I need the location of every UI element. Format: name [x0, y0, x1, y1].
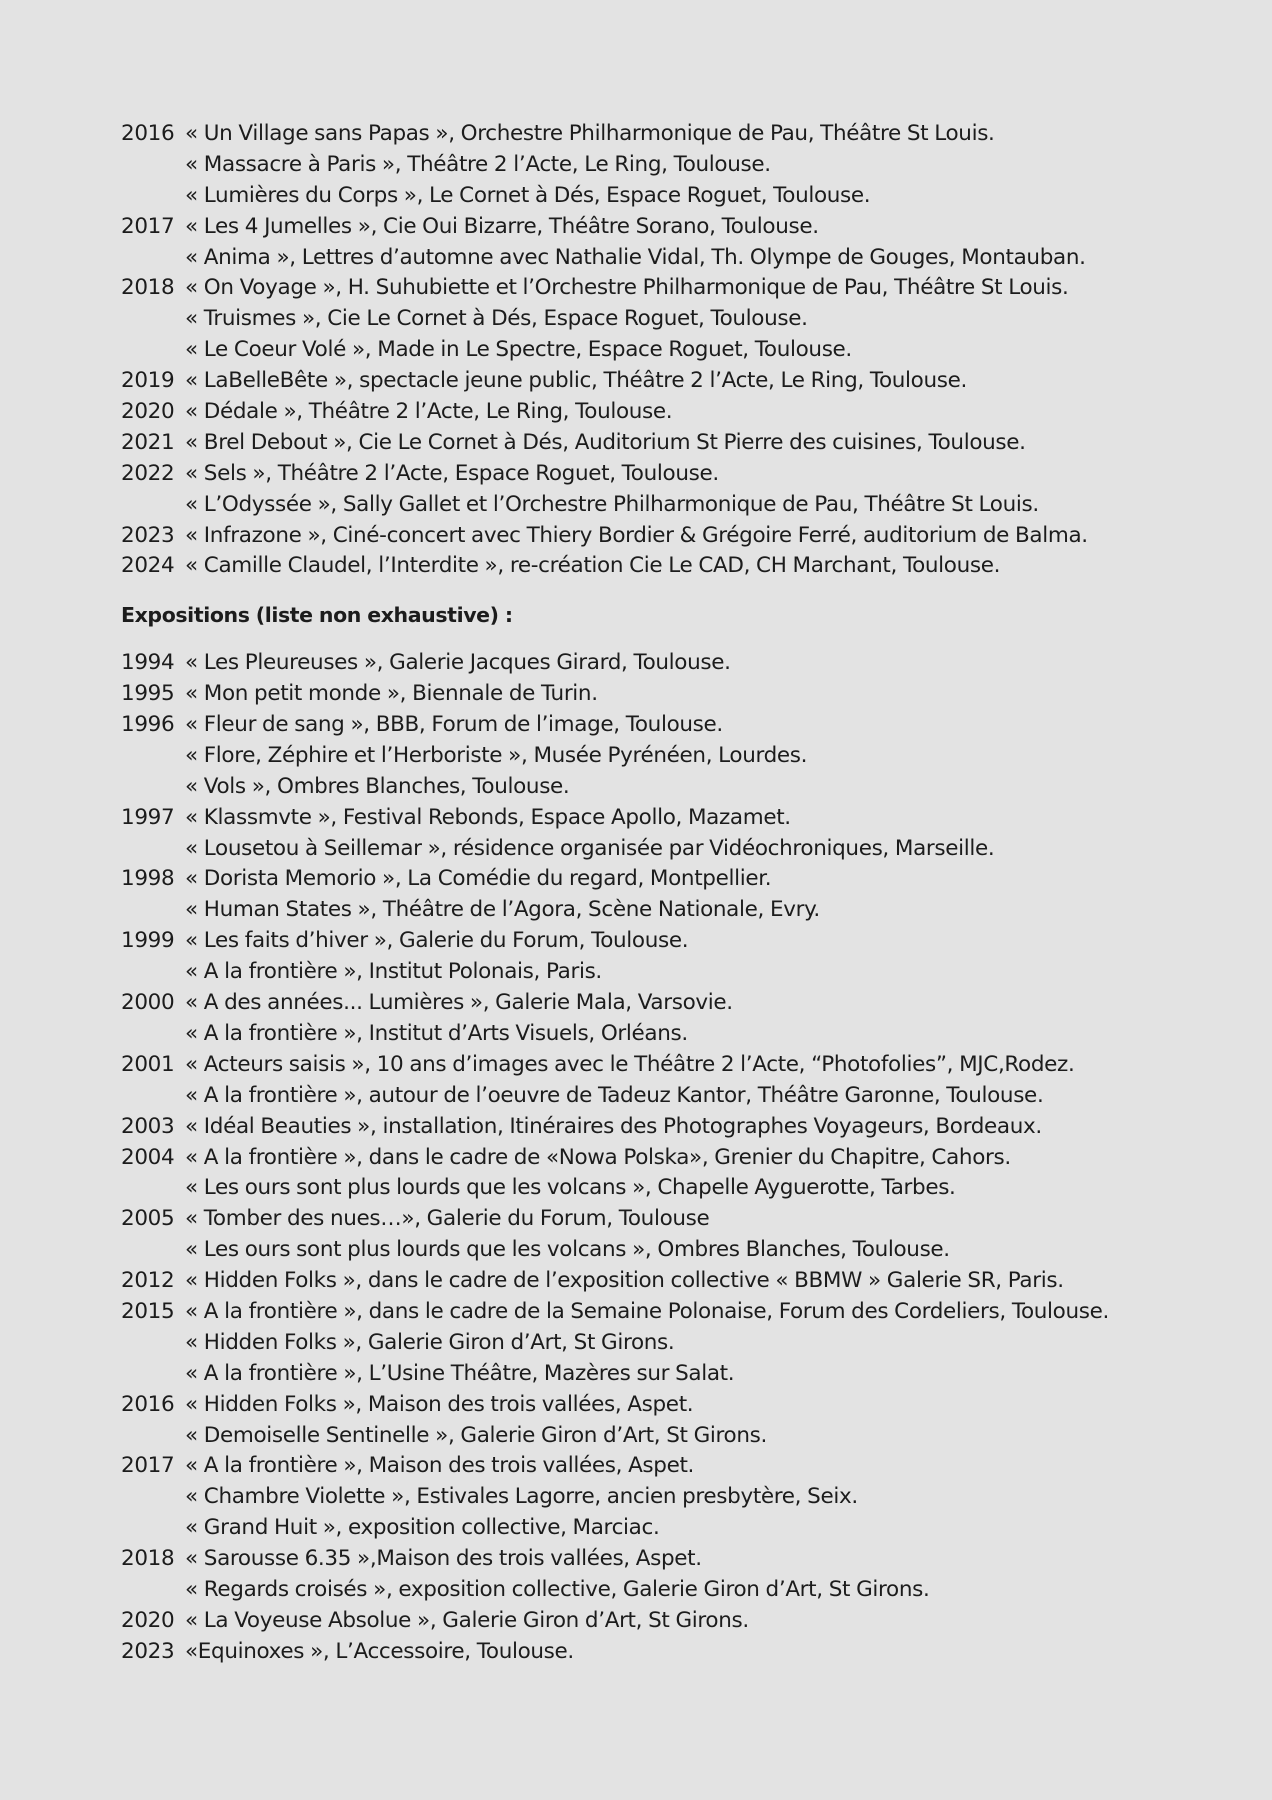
entry-year: 2018 — [121, 1546, 175, 1572]
list-item — [121, 957, 1241, 988]
entry-text: « Fleur de sang », BBB, Forum de l’image, Toulouse. — [185, 712, 723, 738]
list-item — [121, 119, 1241, 150]
entry-year: 2023 — [121, 1638, 175, 1664]
list-item — [121, 926, 1241, 957]
entry-text: « Dorista Memorio », La Comédie du regard, Montpellier. — [185, 866, 772, 892]
entry-year — [121, 181, 185, 212]
entry-year: 1999 — [121, 928, 175, 954]
entry-year — [121, 335, 185, 366]
list-item — [121, 490, 1241, 521]
entry-text: « Tomber des nues…», Galerie du Forum, Toulouse — [185, 1206, 710, 1232]
entry-text: « Les Pleureuses », Galerie Jacques Girard, Toulouse. — [185, 650, 731, 676]
list-item — [121, 803, 1241, 834]
list-item — [121, 1173, 1241, 1204]
entry-text: « Sels », Théâtre 2 l’Acte, Espace Roguet, Toulouse. — [185, 460, 719, 486]
entry-year — [121, 1421, 185, 1452]
list-item — [121, 772, 1241, 803]
entry-year — [121, 490, 185, 521]
list-item — [121, 1544, 1241, 1575]
list-item — [121, 212, 1241, 243]
entry-text: « Les ours sont plus lourds que les volcans », Chapelle Ayguerotte, Tarbes. — [185, 1175, 956, 1201]
entry-text: « A des années... Lumières », Galerie Mala, Varsovie. — [185, 990, 733, 1016]
entry-year — [121, 150, 185, 181]
entry-text: « Human States », Théâtre de l’Agora, Scène Nationale, Evry. — [185, 897, 820, 923]
list-item — [121, 864, 1241, 895]
entry-year: 2015 — [121, 1298, 175, 1324]
entry-year — [121, 895, 185, 926]
list-item — [121, 459, 1241, 490]
section-spacer — [121, 582, 1241, 600]
list-item — [121, 1637, 1241, 1668]
entry-year: 1996 — [121, 712, 175, 738]
list-item — [121, 1359, 1241, 1390]
entry-text: « Flore, Zéphire et l’Herboriste », Musée Pyrénéen, Lourdes. — [185, 742, 808, 768]
list-item — [121, 679, 1241, 710]
entry-year — [121, 243, 185, 274]
entry-year — [121, 1482, 185, 1513]
entry-text: « Idéal Beauties », installation, Itinéraires des Photographes Voyageurs, Bordeaux. — [185, 1113, 1042, 1139]
entry-year — [121, 1513, 185, 1544]
section-spacer — [121, 631, 1241, 648]
list-item — [121, 521, 1241, 552]
entry-year: 2001 — [121, 1051, 175, 1077]
entry-year: 2024 — [121, 553, 175, 579]
list-item — [121, 1235, 1241, 1266]
entry-year — [121, 741, 185, 772]
list-item — [121, 988, 1241, 1019]
entry-year — [121, 1328, 185, 1359]
entry-year: 1994 — [121, 650, 175, 676]
entry-text: « Un Village sans Papas », Orchestre Philharmonique de Pau, Théâtre St Louis. — [185, 121, 995, 146]
entry-text: « Hidden Folks », dans le cadre de l’exposition collective « BBMW » Galerie SR, Paris. — [185, 1268, 1064, 1294]
entry-year: 2018 — [121, 275, 175, 301]
cv-page — [121, 119, 1241, 1668]
list-item — [121, 428, 1241, 459]
list-item — [121, 1050, 1241, 1081]
entry-year — [121, 304, 185, 335]
entry-text: « Le Coeur Volé », Made in Le Spectre, Espace Roguet, Toulouse. — [185, 337, 852, 363]
expositions-list — [121, 648, 1241, 1667]
entry-text: « LaBelleBête », spectacle jeune public, Théâtre 2 l’Acte, Le Ring, Toulouse. — [185, 368, 967, 394]
list-item — [121, 1390, 1241, 1421]
entry-text: « Infrazone », Ciné-concert avec Thiery Bordier & Grégoire Ferré, auditorium de Balma. — [185, 522, 1088, 548]
entry-text: « Grand Huit », exposition collective, Marciac. — [185, 1515, 660, 1541]
list-item — [121, 243, 1241, 274]
entry-year — [121, 772, 185, 803]
entry-text: « Mon petit monde », Biennale de Turin. — [185, 681, 598, 707]
list-item — [121, 397, 1241, 428]
entry-text: « Massacre à Paris », Théâtre 2 l’Acte, Le Ring, Toulouse. — [185, 151, 771, 177]
entry-text: « Demoiselle Sentinelle », Galerie Giron d’Art, St Girons. — [185, 1422, 767, 1448]
list-item — [121, 1482, 1241, 1513]
entry-text: « La Voyeuse Absolue », Galerie Giron d’Art, St Girons. — [185, 1607, 749, 1633]
list-item — [121, 366, 1241, 397]
entry-text: « Les 4 Jumelles », Cie Oui Bizarre, Théâtre Sorano, Toulouse. — [185, 213, 819, 239]
list-item — [121, 1297, 1241, 1328]
entry-text: « Chambre Violette », Estivales Lagorre, ancien presbytère, Seix. — [185, 1484, 858, 1510]
list-item — [121, 304, 1241, 335]
entry-year: 2012 — [121, 1268, 175, 1294]
list-item — [121, 1204, 1241, 1235]
entry-year: 2003 — [121, 1113, 175, 1139]
entry-text: « Les faits d’hiver », Galerie du Forum, Toulouse. — [185, 928, 689, 954]
entry-text: « Anima », Lettres d’automne avec Nathalie Vidal, Th. Olympe de Gouges, Montauban. — [185, 244, 1086, 270]
list-item — [121, 1328, 1241, 1359]
entry-year: 1998 — [121, 866, 175, 892]
entry-year: 2022 — [121, 460, 175, 486]
list-item — [121, 1513, 1241, 1544]
list-item — [121, 1112, 1241, 1143]
entry-text: « Lousetou à Seillemar », résidence organisée par Vidéochroniques, Marseille. — [185, 835, 995, 861]
list-item — [121, 1143, 1241, 1174]
entry-text: « Vols », Ombres Blanches, Toulouse. — [185, 773, 570, 799]
list-item — [121, 741, 1241, 772]
entry-year — [121, 1173, 185, 1204]
entry-text: « A la frontière », autour de l’oeuvre de Tadeuz Kantor, Théâtre Garonne, Toulouse. — [185, 1082, 1044, 1108]
list-item — [121, 1451, 1241, 1482]
entry-year: 2020 — [121, 399, 175, 425]
entry-year — [121, 1019, 185, 1050]
entry-year — [121, 1359, 185, 1390]
entry-text: « Sarousse 6.35 »,Maison des trois vallées, Aspet. — [185, 1546, 702, 1572]
entry-text: « A la frontière », dans le cadre de «Nowa Polska», Grenier du Chapitre, Cahors. — [185, 1144, 1011, 1170]
entry-text: « Camille Claudel, l’Interdite », re-création Cie Le CAD, CH Marchant, Toulouse. — [185, 553, 1001, 579]
entry-year: 2000 — [121, 990, 175, 1016]
entry-text: « Acteurs saisis », 10 ans d’images avec le Théâtre 2 l’Acte, “Photofolies”, MJC,Rodez. — [185, 1051, 1075, 1077]
entry-year — [121, 834, 185, 865]
list-item — [121, 648, 1241, 679]
list-item — [121, 1606, 1241, 1637]
entry-text: « A la frontière », dans le cadre de la Semaine Polonaise, Forum des Cordeliers, Toulouse. — [185, 1298, 1109, 1324]
entry-text: « A la frontière », L’Usine Théâtre, Mazères sur Salat. — [185, 1360, 735, 1386]
entry-text: « Truismes », Cie Le Cornet à Dés, Espace Roguet, Toulouse. — [185, 306, 808, 332]
entry-text: «Equinoxes », L’Accessoire, Toulouse. — [185, 1638, 574, 1664]
entry-text: « Brel Debout », Cie Le Cornet à Dés, Auditorium St Pierre des cuisines, Toulouse. — [185, 429, 1026, 455]
list-item — [121, 1081, 1241, 1112]
list-item — [121, 273, 1241, 304]
entry-year: 2020 — [121, 1607, 175, 1633]
list-item — [121, 1019, 1241, 1050]
entry-year — [121, 1235, 185, 1266]
entry-year: 1995 — [121, 681, 175, 707]
entry-text: « On Voyage », H. Suhubiette et l’Orchestre Philharmonique de Pau, Théâtre St Louis. — [185, 275, 1069, 301]
list-item — [121, 551, 1241, 582]
entry-year: 2017 — [121, 213, 175, 239]
list-item — [121, 710, 1241, 741]
list-item — [121, 181, 1241, 212]
entry-text: « L’Odyssée », Sally Gallet et l’Orchestre Philharmonique de Pau, Théâtre St Louis. — [185, 491, 1039, 517]
list-item — [121, 1575, 1241, 1606]
entry-year: 2004 — [121, 1144, 175, 1170]
entry-text: « Klassmvte », Festival Rebonds, Espace Apollo, Mazamet. — [185, 804, 791, 830]
entry-year: 2017 — [121, 1453, 175, 1479]
entry-text: « Lumières du Corps », Le Cornet à Dés, Espace Roguet, Toulouse. — [185, 182, 871, 208]
entry-text: « Hidden Folks », Maison des trois vallées, Aspet. — [185, 1391, 694, 1417]
entry-text: « A la frontière », Maison des trois vallées, Aspet. — [185, 1453, 695, 1479]
entry-text: « A la frontière », Institut Polonais, Paris. — [185, 959, 602, 985]
entry-text: « A la frontière », Institut d’Arts Visuels, Orléans. — [185, 1020, 688, 1046]
list-item — [121, 895, 1241, 926]
entry-year — [121, 1081, 185, 1112]
entry-text: « Dédale », Théâtre 2 l’Acte, Le Ring, Toulouse. — [185, 399, 673, 425]
entry-text: « Les ours sont plus lourds que les volcans », Ombres Blanches, Toulouse. — [185, 1237, 950, 1263]
entry-text: « Regards croisés », exposition collective, Galerie Giron d’Art, St Girons. — [185, 1576, 930, 1602]
entry-year: 2021 — [121, 429, 175, 455]
entry-year: 1997 — [121, 804, 175, 830]
entry-year: 2023 — [121, 522, 175, 548]
entry-year — [121, 1575, 185, 1606]
list-item — [121, 150, 1241, 181]
list-item — [121, 1266, 1241, 1297]
entry-year — [121, 957, 185, 988]
entry-year: 2019 — [121, 368, 175, 394]
list-item — [121, 834, 1241, 865]
entry-year: 2016 — [121, 121, 175, 146]
expositions-heading: Expositions (liste non exhaustive) : — [121, 603, 513, 628]
list-item — [121, 335, 1241, 366]
entry-year: 2005 — [121, 1206, 175, 1232]
list-item — [121, 1421, 1241, 1452]
entry-year: 2016 — [121, 1391, 175, 1417]
spectacles-list — [121, 119, 1241, 582]
entry-text: « Hidden Folks », Galerie Giron d’Art, St Girons. — [185, 1329, 675, 1355]
